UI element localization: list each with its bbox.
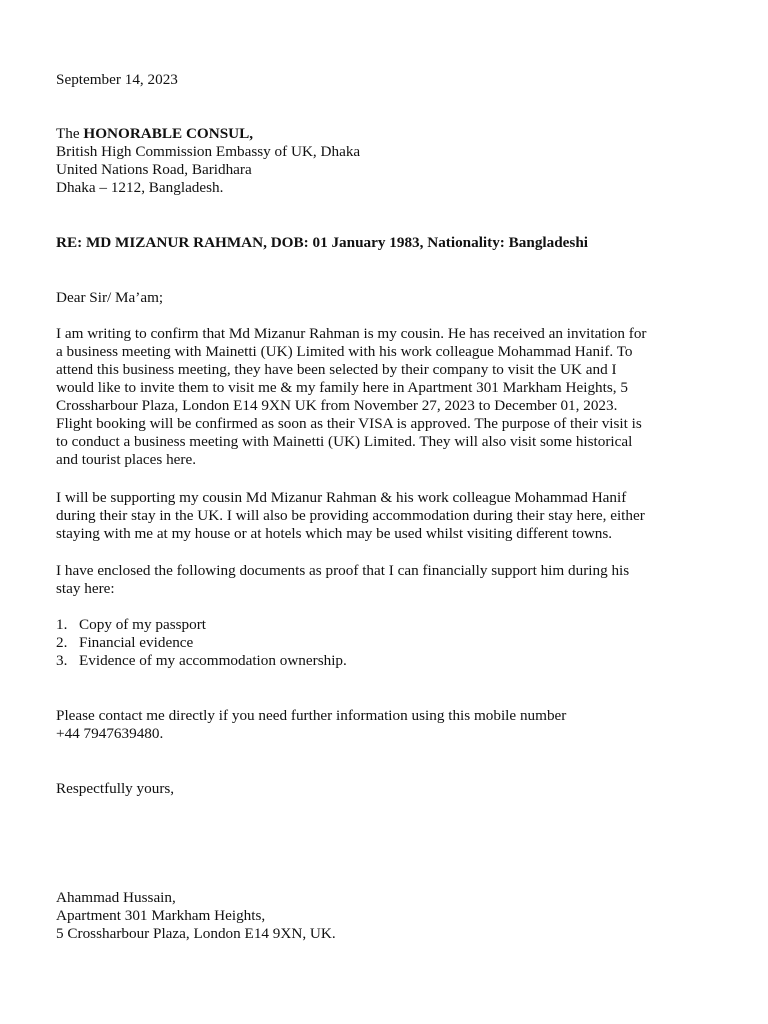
paragraph-line: I have enclosed the following documents as proof that I can financially support him during his (56, 562, 630, 579)
paragraph-line: a business meeting with Mainetti (UK) Limited with his work colleague Mohammad Hanif. To (56, 343, 633, 360)
list-item (56, 616, 728, 634)
list-item (56, 652, 728, 670)
salutation (56, 289, 728, 307)
list-text: Financial evidence (79, 634, 194, 651)
paragraph-line: would like to invite them to visit me & my family here in Apartment 301 Markham Heights, 5 (56, 379, 628, 396)
paragraph-line: staying with me at my house or at hotels which may be used whilst visiting different towns. (56, 525, 613, 542)
letter-date (56, 71, 728, 89)
signer-address-line: Apartment 301 Markham Heights, (56, 907, 266, 924)
paragraph-line: to conduct a business meeting with Mainetti (UK) Limited. They will also visit some historical (56, 433, 633, 450)
contact-paragraph (56, 707, 728, 743)
recipient-line: British High Commission Embassy of UK, Dhaka (56, 143, 361, 160)
subject-text: RE: MD MIZANUR RAHMAN, DOB: 01 January 1983, Nationality: Bangladeshi (56, 234, 588, 251)
paragraph-line: and tourist places here. (56, 451, 197, 468)
phone-number: +44 7947639480. (56, 725, 164, 742)
list-item (56, 634, 728, 652)
paragraph-line: I will be supporting my cousin Md Mizanur Rahman & his work colleague Mohammad Hanif (56, 489, 627, 506)
recipient-address (56, 125, 728, 197)
signer-name: Ahammad Hussain, (56, 889, 176, 906)
paragraph-line: Flight booking will be confirmed as soon as their VISA is approved. The purpose of their visit is (56, 415, 642, 432)
list-number: 2. (56, 634, 68, 651)
recipient-title: HONORABLE CONSUL, (83, 125, 254, 142)
signature-block (56, 889, 728, 943)
paragraph-line: attend this business meeting, they have been selected by their company to visit the UK and I (56, 361, 617, 378)
body-paragraph-enclosures (56, 562, 728, 598)
paragraph-line: during their stay in the UK. I will also be providing accommodation during their stay here, either (56, 507, 645, 524)
list-text: Copy of my passport (79, 616, 206, 633)
body-paragraph-support (56, 489, 728, 543)
recipient-line: United Nations Road, Baridhara (56, 161, 252, 178)
paragraph-line: stay here: (56, 580, 115, 597)
recipient-prefix: The (56, 125, 84, 142)
date-text: September 14, 2023 (56, 71, 178, 88)
list-text: Evidence of my accommodation ownership. (79, 652, 347, 669)
closing (56, 780, 728, 798)
salutation-text: Dear Sir/ Ma’am; (56, 289, 164, 306)
documents-list (56, 616, 728, 670)
closing-text: Respectfully yours, (56, 780, 175, 797)
paragraph-line: Crossharbour Plaza, London E14 9XN UK from November 27, 2023 to December 01, 2023. (56, 397, 618, 414)
body-paragraph-invitation (56, 325, 728, 469)
list-number: 1. (56, 616, 68, 633)
recipient-line: Dhaka – 1212, Bangladesh. (56, 179, 224, 196)
signer-address-line: 5 Crossharbour Plaza, London E14 9XN, UK. (56, 925, 336, 942)
paragraph-line: I am writing to confirm that Md Mizanur Rahman is my cousin. He has received an invitation for (56, 325, 647, 342)
paragraph-line: Please contact me directly if you need further information using this mobile number (56, 707, 567, 724)
list-number: 3. (56, 652, 68, 669)
subject-line (56, 234, 728, 252)
recipient-title-line (56, 125, 728, 143)
